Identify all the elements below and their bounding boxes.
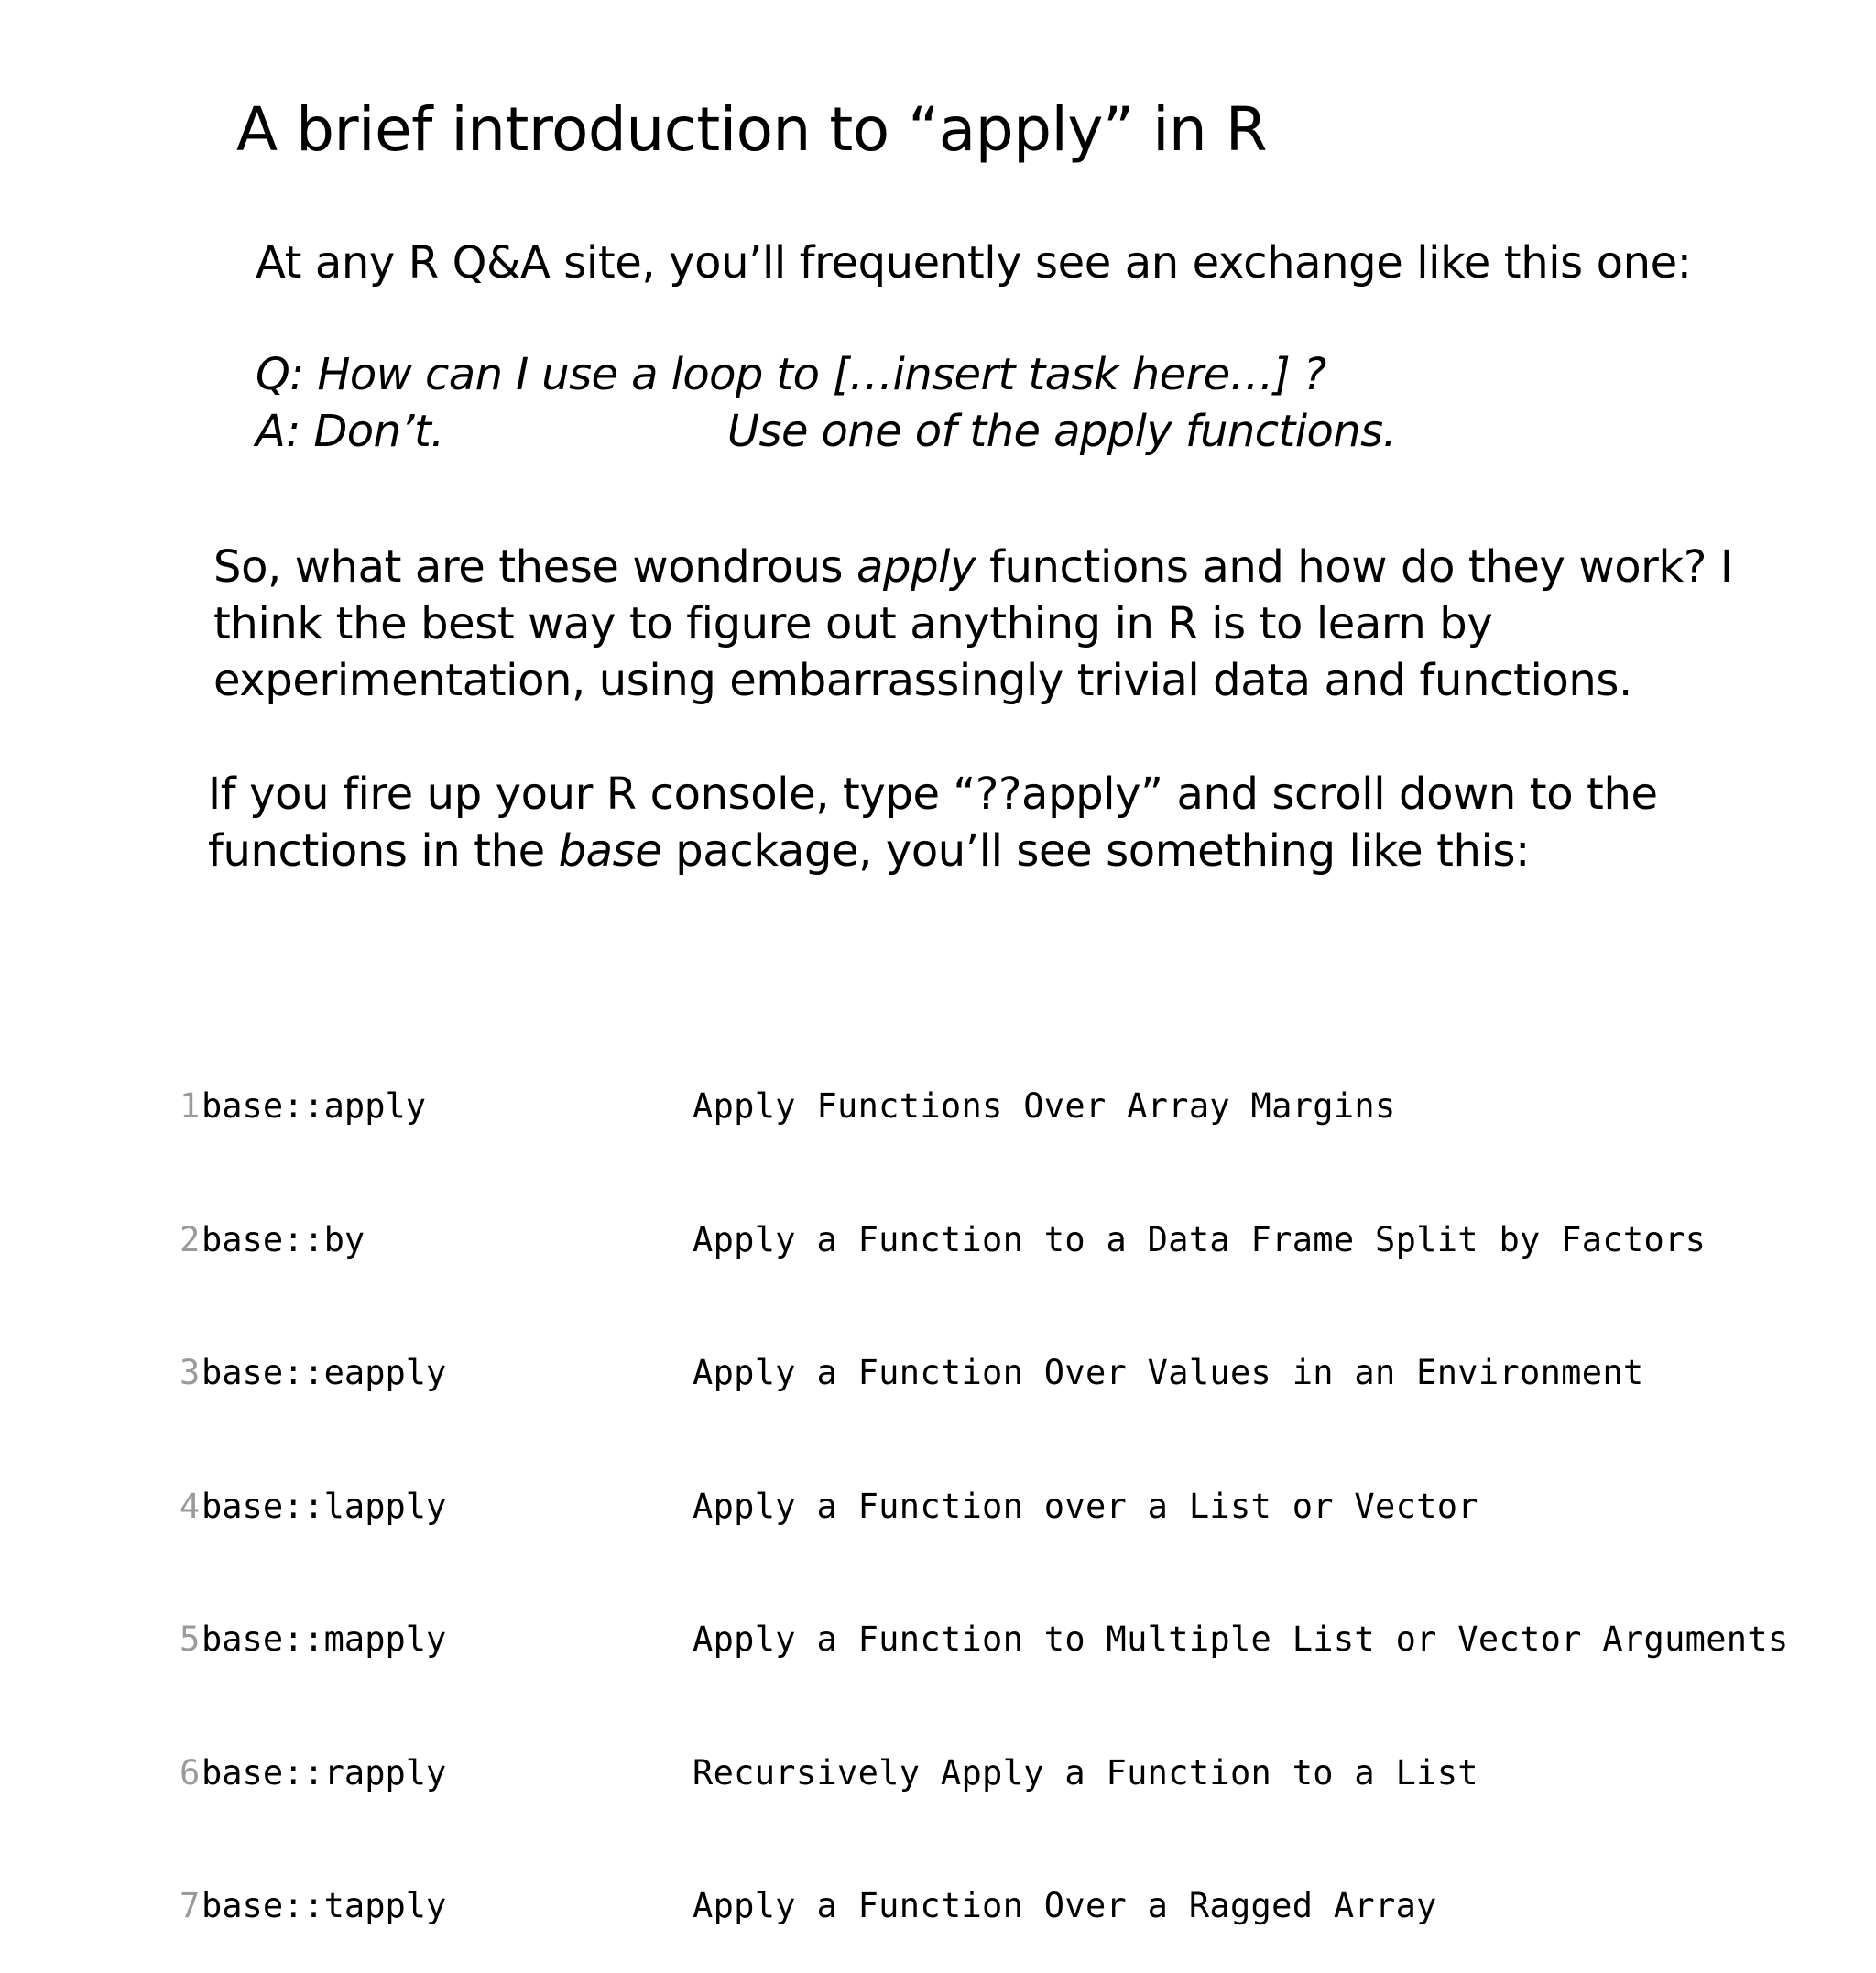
paragraph-1-line-3: experimentation, using embarrassingly trivial data and functions.	[213, 655, 1632, 706]
paragraph-1-line-2: think the best way to figure out anything in R is to learn by	[213, 598, 1493, 649]
line-number: 1	[180, 1086, 201, 1126]
function-description: Apply a Function Over Values in an Environment	[693, 1353, 1644, 1392]
line-number: 2	[180, 1219, 201, 1259]
function-name: base::mapply	[202, 1619, 447, 1659]
paragraph-console	[208, 766, 1658, 879]
paragraph-2-line-1: If you fire up your R console, type “??apply” and scroll down to the	[208, 768, 1658, 820]
function-name: base::rapply	[202, 1752, 447, 1793]
function-description: Apply Functions Over Array Margins	[693, 1086, 1396, 1126]
list-item	[180, 1884, 1437, 1929]
paragraph-experimentation	[213, 539, 1733, 709]
line-number: 3	[180, 1353, 201, 1392]
function-description: Apply a Function to a Data Frame Split by Factors	[693, 1219, 1707, 1259]
qa-answer	[256, 403, 1397, 460]
paragraph-2-line-2	[208, 823, 1658, 879]
list-item	[180, 1485, 1478, 1530]
slide-title: A brief introduction to “apply” in R	[236, 94, 1268, 165]
intro-text: At any R Q&A site, you’ll frequently see an exchange like this one:	[256, 237, 1692, 289]
list-item	[180, 1218, 1707, 1263]
line-number: 4	[180, 1486, 201, 1526]
paragraph-1-text: So, what are these wondrous	[213, 541, 857, 593]
qa-answer-label: A: Don’t.	[256, 406, 444, 457]
paragraph-2-text: package, you’ll see something like this:	[661, 825, 1530, 877]
qa-answer-text: Use one of the apply functions.	[727, 406, 1397, 457]
list-item	[180, 1085, 1396, 1129]
base-emphasis: base	[558, 825, 662, 877]
apply-emphasis: apply	[856, 541, 976, 593]
function-name: base::by	[202, 1219, 365, 1259]
apply-functions-list	[180, 996, 1789, 1973]
line-number: 5	[180, 1619, 201, 1659]
function-description: Recursively Apply a Function to a List	[693, 1752, 1478, 1793]
list-item	[180, 1351, 1644, 1396]
list-item	[180, 1751, 1478, 1796]
qa-exchange	[256, 346, 1397, 460]
paragraph-1-line-1	[213, 539, 1733, 595]
function-name: base::lapply	[202, 1486, 447, 1526]
paragraph-2-text: functions in the	[208, 825, 559, 877]
paragraph-1-text: functions and how do they work? I	[976, 541, 1733, 593]
line-number: 6	[180, 1752, 201, 1793]
list-item	[180, 1618, 1789, 1662]
function-description: Apply a Function Over a Ragged Array	[693, 1886, 1437, 1925]
function-name: base::apply	[202, 1086, 427, 1126]
function-description: Apply a Function over a List or Vector	[693, 1486, 1478, 1526]
function-name: base::tapply	[202, 1886, 447, 1925]
line-number: 7	[180, 1886, 201, 1925]
function-name: base::eapply	[202, 1353, 447, 1392]
function-description: Apply a Function to Multiple List or Vector Arguments	[693, 1619, 1789, 1659]
qa-question: Q: How can I use a loop to […insert task here…] ?	[256, 349, 1326, 400]
